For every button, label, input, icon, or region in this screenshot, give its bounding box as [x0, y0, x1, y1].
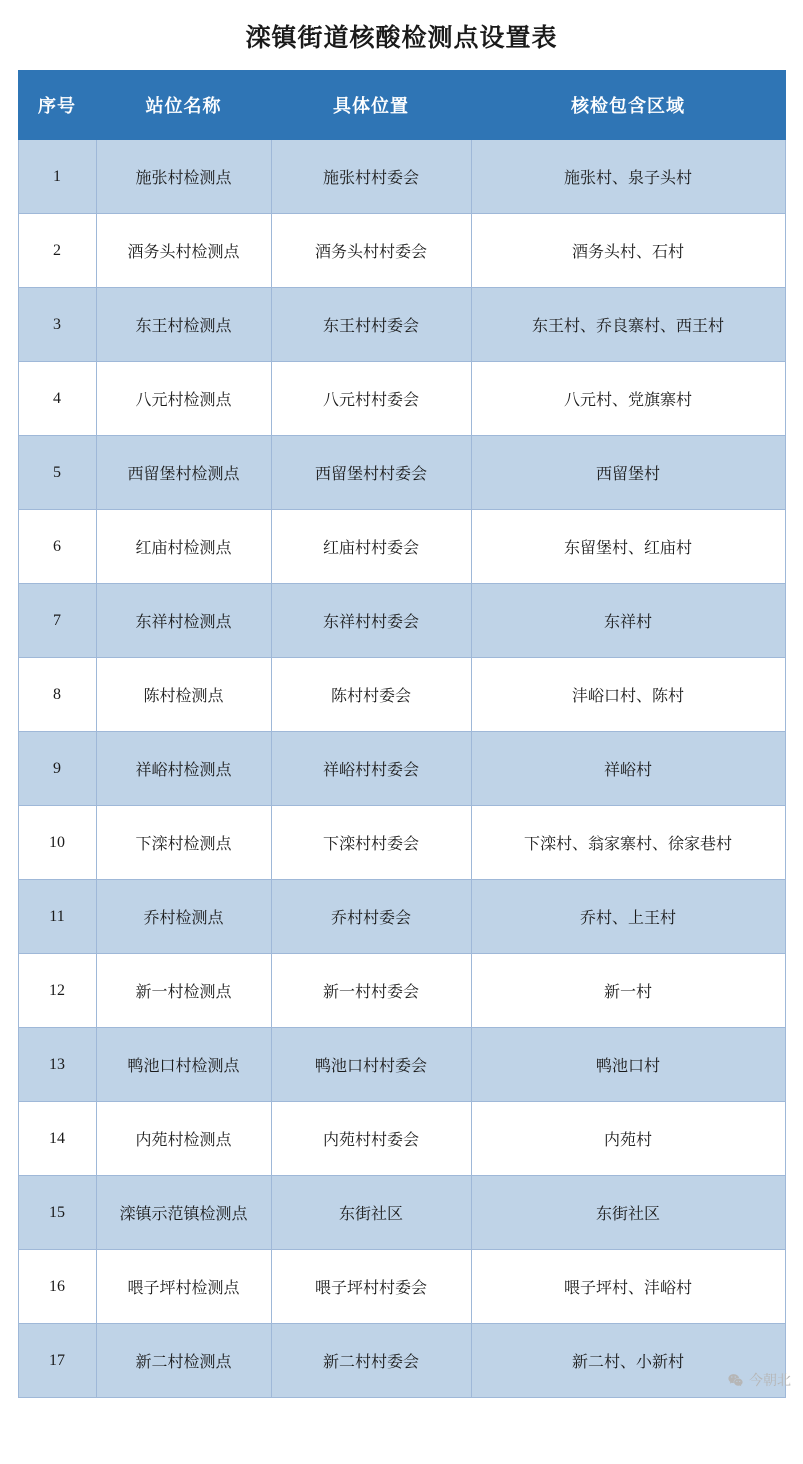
cell-coverage-area: 沣峪口村、陈村 [471, 658, 785, 732]
cell-coverage-area: 东街社区 [471, 1176, 785, 1250]
table-row [18, 1028, 785, 1102]
cell-station-name: 东祥村检测点 [96, 584, 271, 658]
cell-station-name: 西留堡村检测点 [96, 436, 271, 510]
cell-coverage-area: 鸭池口村 [471, 1028, 785, 1102]
page-title: 滦镇街道核酸检测点设置表 [245, 24, 558, 52]
cell-station-name: 东王村检测点 [96, 288, 271, 362]
cell-location: 内苑村村委会 [271, 1102, 471, 1176]
cell-station-name: 施张村检测点 [96, 140, 271, 214]
cell-station-name: 新二村检测点 [96, 1324, 271, 1398]
watermark-label: 今朝北 [749, 1372, 791, 1388]
table-row [18, 288, 785, 362]
cell-location: 喂子坪村村委会 [271, 1250, 471, 1324]
cell-station-name: 滦镇示范镇检测点 [96, 1176, 271, 1250]
cell-station-name: 鸭池口村检测点 [96, 1028, 271, 1102]
cell-station-name: 内苑村检测点 [96, 1102, 271, 1176]
cell-station-name: 陈村检测点 [96, 658, 271, 732]
table-body [18, 140, 785, 1398]
cell-coverage-area: 下滦村、翁家寨村、徐家巷村 [471, 806, 785, 880]
cell-index: 1 [18, 140, 96, 214]
cell-coverage-area: 酒务头村、石村 [471, 214, 785, 288]
cell-coverage-area: 新一村 [471, 954, 785, 1028]
cell-coverage-area: 乔村、上王村 [471, 880, 785, 954]
cell-coverage-area: 东王村、乔良寨村、西王村 [471, 288, 785, 362]
cell-index: 17 [18, 1324, 96, 1398]
cell-index: 12 [18, 954, 96, 1028]
cell-index: 16 [18, 1250, 96, 1324]
cell-location: 红庙村村委会 [271, 510, 471, 584]
cell-location: 乔村村委会 [271, 880, 471, 954]
column-header-location: 具体位置 [271, 71, 471, 140]
table-row [18, 1176, 785, 1250]
cell-location: 新一村村委会 [271, 954, 471, 1028]
column-header-coverage-area: 核检包含区域 [471, 71, 785, 140]
table-row [18, 732, 785, 806]
table-row [18, 1324, 785, 1398]
testing-site-table [18, 70, 786, 1398]
cell-coverage-area: 内苑村 [471, 1102, 785, 1176]
cell-coverage-area: 喂子坪村、沣峪村 [471, 1250, 785, 1324]
table-row [18, 954, 785, 1028]
table-row [18, 140, 785, 214]
table-row [18, 362, 785, 436]
cell-location: 东祥村村委会 [271, 584, 471, 658]
wechat-icon [727, 1372, 744, 1389]
cell-index: 14 [18, 1102, 96, 1176]
table-row [18, 658, 785, 732]
cell-index: 5 [18, 436, 96, 510]
cell-coverage-area: 八元村、党旗寨村 [471, 362, 785, 436]
cell-index: 10 [18, 806, 96, 880]
cell-station-name: 红庙村检测点 [96, 510, 271, 584]
cell-index: 3 [18, 288, 96, 362]
cell-location: 下滦村村委会 [271, 806, 471, 880]
cell-station-name: 祥峪村检测点 [96, 732, 271, 806]
cell-coverage-area: 施张村、泉子头村 [471, 140, 785, 214]
cell-coverage-area: 祥峪村 [471, 732, 785, 806]
cell-coverage-area: 东留堡村、红庙村 [471, 510, 785, 584]
cell-station-name: 八元村检测点 [96, 362, 271, 436]
table-header-row [18, 71, 785, 140]
cell-index: 8 [18, 658, 96, 732]
cell-location: 新二村村委会 [271, 1324, 471, 1398]
table-row [18, 214, 785, 288]
cell-location: 东街社区 [271, 1176, 471, 1250]
cell-location: 祥峪村村委会 [271, 732, 471, 806]
table-row [18, 584, 785, 658]
cell-coverage-area: 东祥村 [471, 584, 785, 658]
cell-station-name: 酒务头村检测点 [96, 214, 271, 288]
cell-coverage-area: 西留堡村 [471, 436, 785, 510]
cell-station-name: 喂子坪村检测点 [96, 1250, 271, 1324]
table-row [18, 880, 785, 954]
table-row [18, 1250, 785, 1324]
cell-index: 6 [18, 510, 96, 584]
table-row [18, 510, 785, 584]
cell-index: 11 [18, 880, 96, 954]
cell-coverage-area: 新二村、小新村 [471, 1324, 785, 1398]
column-header-station-name: 站位名称 [96, 71, 271, 140]
column-header-index: 序号 [18, 71, 96, 140]
cell-location: 西留堡村村委会 [271, 436, 471, 510]
cell-location: 陈村村委会 [271, 658, 471, 732]
cell-index: 4 [18, 362, 96, 436]
cell-index: 13 [18, 1028, 96, 1102]
cell-index: 7 [18, 584, 96, 658]
table-row [18, 1102, 785, 1176]
cell-location: 八元村村委会 [271, 362, 471, 436]
cell-location: 施张村村委会 [271, 140, 471, 214]
cell-index: 15 [18, 1176, 96, 1250]
cell-station-name: 乔村检测点 [96, 880, 271, 954]
cell-station-name: 下滦村检测点 [96, 806, 271, 880]
watermark [727, 1370, 791, 1390]
cell-location: 东王村村委会 [271, 288, 471, 362]
table-row [18, 806, 785, 880]
table-header [18, 71, 785, 140]
cell-location: 酒务头村村委会 [271, 214, 471, 288]
table-row [18, 436, 785, 510]
cell-index: 9 [18, 732, 96, 806]
cell-station-name: 新一村检测点 [96, 954, 271, 1028]
cell-index: 2 [18, 214, 96, 288]
cell-location: 鸭池口村村委会 [271, 1028, 471, 1102]
